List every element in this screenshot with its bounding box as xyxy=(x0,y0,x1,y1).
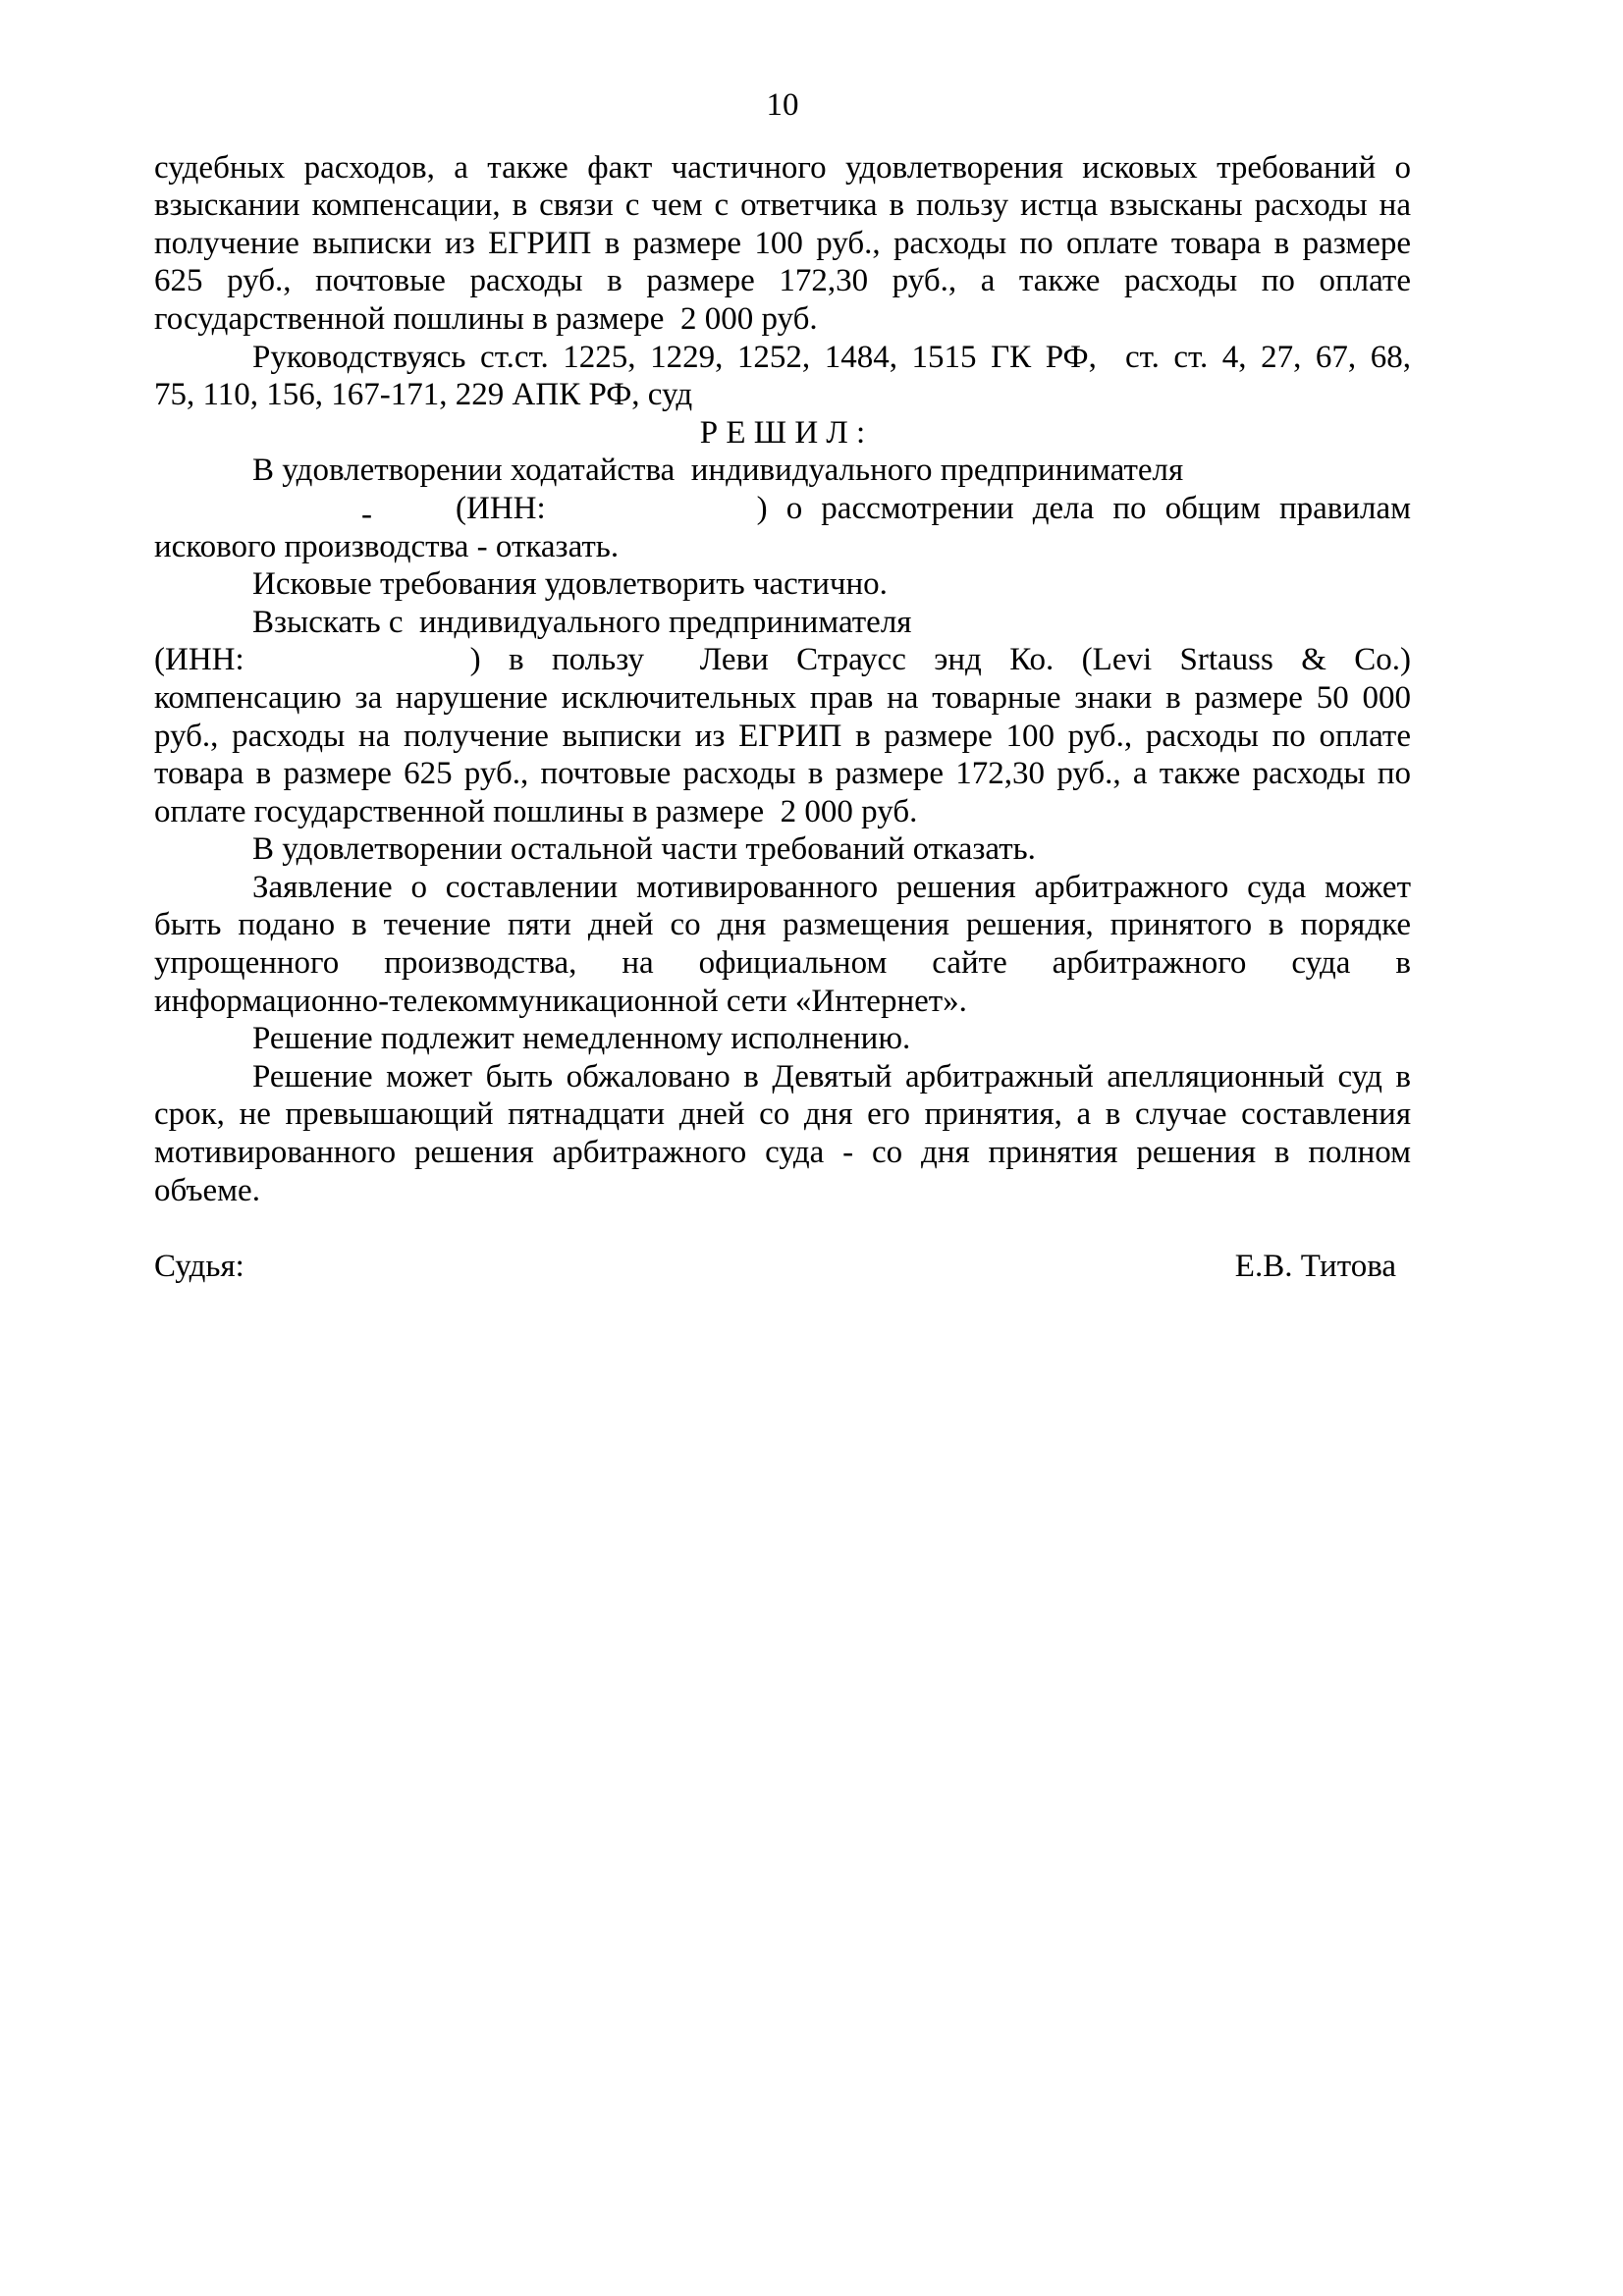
inn-redacted-line-recovery xyxy=(154,641,1411,679)
resolution-heading: Р Е Ш И Л : xyxy=(699,414,866,451)
text-line: 75, 110, 156, 167-171, 229 АПК РФ, суд xyxy=(154,377,693,413)
text-line: Исковые требования удовлетворить частично. xyxy=(252,566,888,603)
text-line: упрощенного производства, на официальном сайте арбитражного суда в xyxy=(154,945,1411,982)
text-line: взыскании компенсации, в связи с чем с ответчика в пользу истца взысканы расходы на xyxy=(154,187,1411,224)
text-line: Решение может быть обжаловано в Девятый арбитражный апелляционный суд в xyxy=(252,1058,1411,1095)
text-line: оплате государственной пошлины в размере 2 000 руб. xyxy=(154,793,918,829)
text-line: 625 руб., почтовые расходы в размере 172,30 руб., а также расходы по оплате xyxy=(154,263,1411,299)
text-line: Решение подлежит немедленному исполнению. xyxy=(252,1021,911,1057)
text-line: руб., расходы на получение выписки из ЕГРИП в размере 100 руб., расходы по оплате xyxy=(154,718,1411,754)
page-number: 10 xyxy=(766,87,799,123)
text-line: информационно-телекоммуникационной сети «Интернет». xyxy=(154,983,967,1019)
text-line: объеме. xyxy=(154,1172,260,1208)
inn-line-tail: ) в пользу Леви Страусс энд Ко. (Levi Srtauss & Co.) xyxy=(469,642,1411,678)
text-line: товара в размере 625 руб., почтовые расходы в размере 172,30 руб., а также расходы по xyxy=(154,756,1411,792)
text-line: мотивированного решения арбитражного суда - со дня принятия решения в полном xyxy=(154,1135,1411,1171)
inn-line-tail: ) о рассмотрении дела по общим правилам xyxy=(756,490,1411,526)
text-line: компенсацию за нарушение исключительных прав на товарные знаки в размере 50 000 xyxy=(154,679,1411,716)
judge-name: Е.В. Титова xyxy=(1234,1248,1396,1284)
inn-label: (ИНН: xyxy=(456,490,546,526)
redaction-dash: - xyxy=(361,496,372,532)
inn-label: (ИНН: xyxy=(154,642,244,678)
inn-redacted-line-motion xyxy=(154,490,1411,532)
text-line: быть подано в течение пяти дней со дня размещения решения, принятого в порядке xyxy=(154,907,1411,943)
signature-row xyxy=(154,1248,1411,1286)
text-line: Руководствуясь ст.ст. 1225, 1229, 1252, 1484, 1515 ГК РФ, ст. ст. 4, 27, 67, 68, xyxy=(252,339,1411,375)
text-line: срок, не превышающий пятнадцати дней со дня его принятия, а в случае составления xyxy=(154,1096,1411,1133)
text-line: В удовлетворении ходатайства индивидуального предпринимателя xyxy=(252,453,1184,489)
text-block xyxy=(154,86,1411,1285)
text-line: государственной пошлины в размере 2 000 руб. xyxy=(154,300,818,337)
text-line: Взыскать с индивидуального предпринимателя xyxy=(252,604,912,640)
judge-label: Судья: xyxy=(154,1248,244,1284)
text-line: судебных расходов, а также факт частичного удовлетворения исковых требований о xyxy=(154,149,1411,186)
text-line: В удовлетворении остальной части требований отказать. xyxy=(252,831,1036,868)
text-line: искового производства - отказать. xyxy=(154,528,620,564)
text-line: получение выписки из ЕГРИП в размере 100 руб., расходы по оплате товара в размере xyxy=(154,225,1411,261)
text-line: Заявление о составлении мотивированного решения арбитражного суда может xyxy=(252,869,1411,905)
